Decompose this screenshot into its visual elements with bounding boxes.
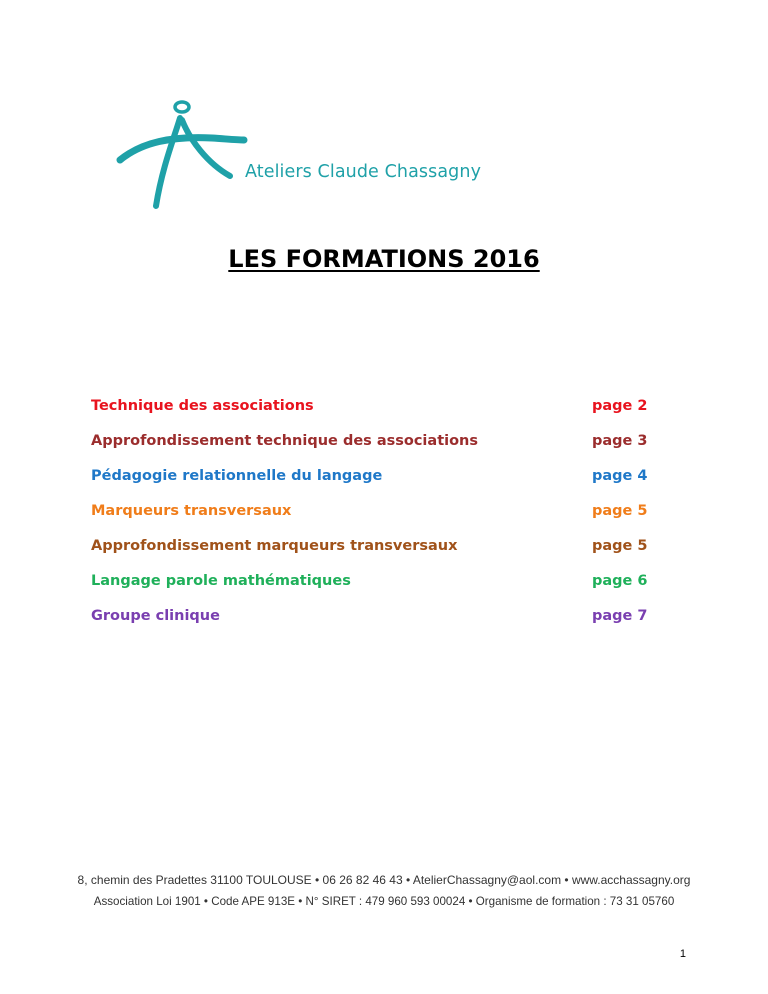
logo-text: Ateliers Claude Chassagny (245, 162, 482, 182)
toc-row-approfondissement-technique[interactable] (91, 433, 651, 468)
toc-row-approfondissement-marqueurs[interactable] (91, 538, 651, 573)
toc-label: Marqueurs transversaux (91, 503, 292, 519)
toc-label: Pédagogie relationnelle du langage (91, 468, 383, 484)
page-title (0, 245, 768, 273)
toc-row-marqueurs-transversaux[interactable] (91, 503, 651, 538)
page-title-text: LES FORMATIONS 2016 (228, 245, 540, 273)
toc-row-langage-parole[interactable] (91, 573, 651, 608)
footer-address: 8, chemin des Pradettes 31100 TOULOUSE • 06 26 82 46 43 • AtelierChassagny@aol.com • www.acchassagny.org (77, 873, 691, 887)
toc-label: Approfondissement technique des associations (91, 433, 479, 449)
toc-label: Technique des associations (91, 398, 314, 414)
toc-page: page 5 (592, 503, 648, 519)
toc-page: page 4 (592, 468, 648, 484)
toc-page: page 3 (592, 433, 648, 449)
toc-page: page 6 (592, 573, 648, 589)
footer-legal: Association Loi 1901 • Code APE 913E • N° SIRET : 479 960 593 00024 • Organisme de formation : 73 31 05760 (93, 895, 675, 908)
logo-figure-icon (112, 98, 252, 213)
toc-label: Groupe clinique (91, 608, 220, 624)
toc-row-groupe-clinique[interactable] (91, 608, 651, 643)
logo (112, 98, 492, 213)
toc-page: page 5 (592, 538, 648, 554)
toc-label: Approfondissement marqueurs transversaux (91, 538, 458, 554)
page-number: 1 (679, 948, 686, 960)
toc-page: page 7 (592, 608, 648, 624)
toc-label: Langage parole mathématiques (91, 573, 351, 589)
toc-row-pedagogie-relationnelle[interactable] (91, 468, 651, 503)
table-of-contents (91, 398, 651, 643)
toc-row-technique-associations[interactable] (91, 398, 651, 433)
toc-page: page 2 (592, 398, 648, 414)
